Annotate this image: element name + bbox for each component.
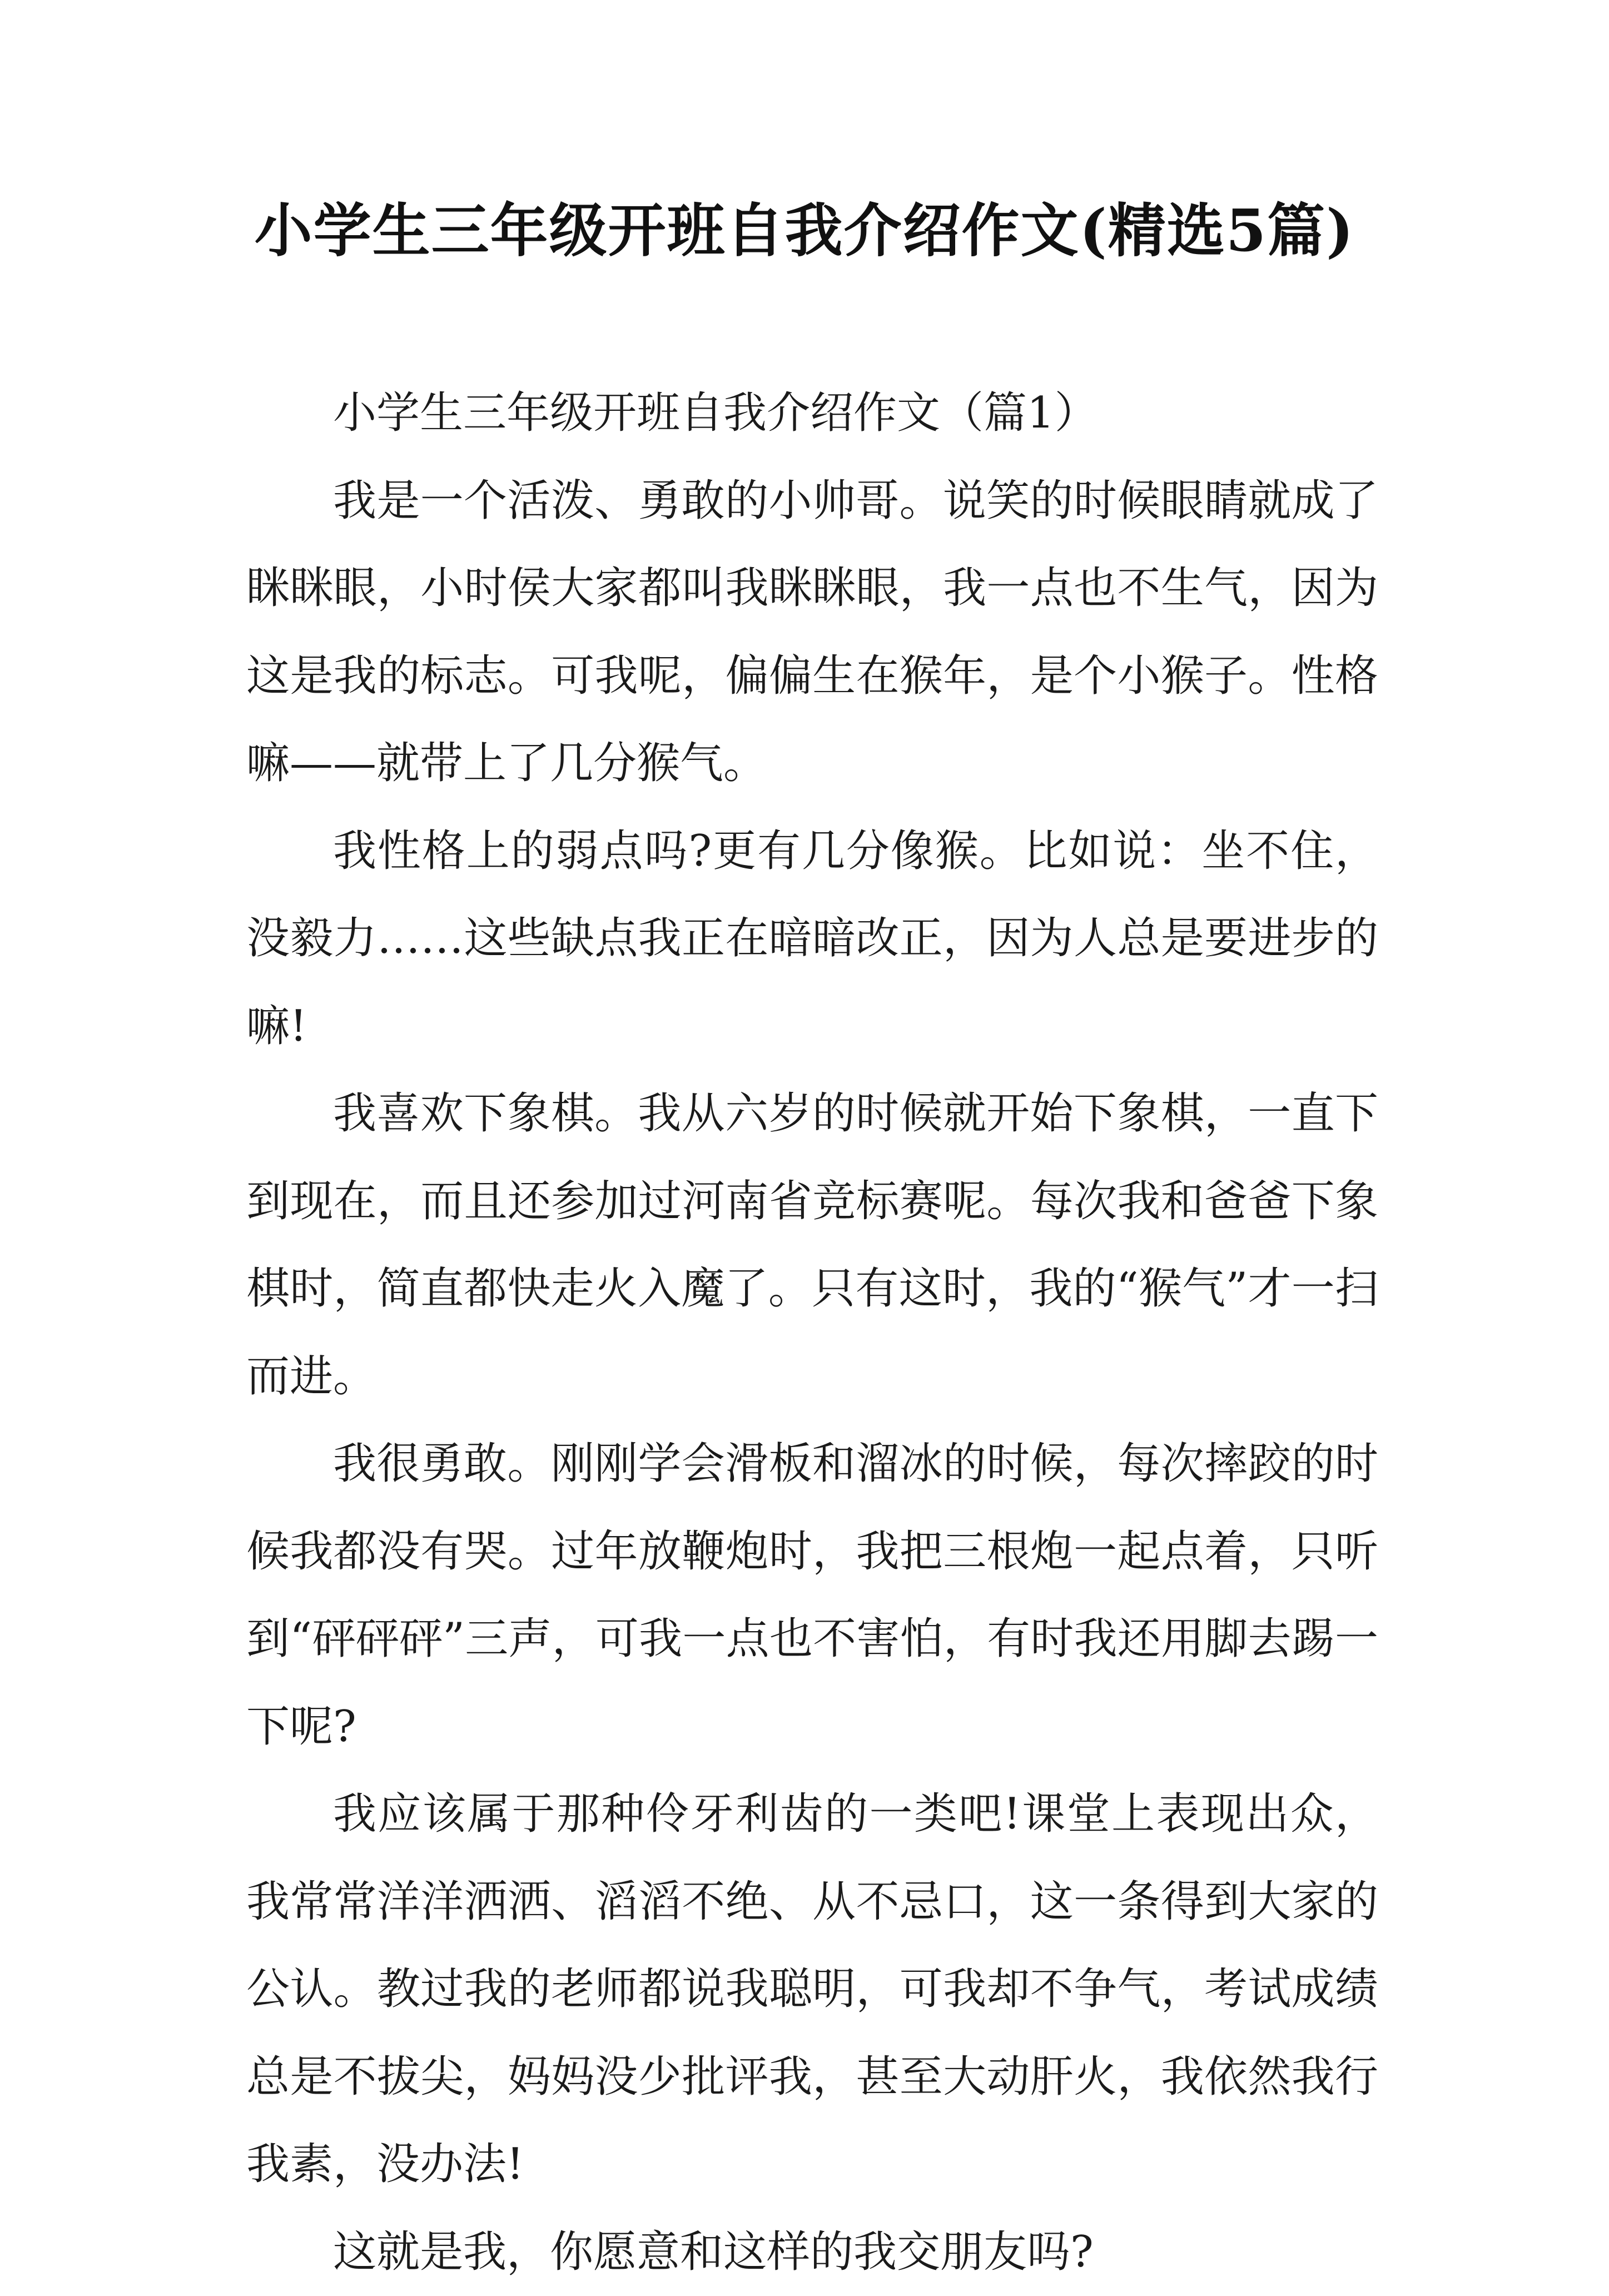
paragraph: 我应该属于那种伶牙利齿的一类吧!课堂上表现出众，我常常洋洋洒洒、滔滔不绝、从不忌口，这一条得到大家的公认。教过我的老师都说我聪明，可我却不争气，考试成绩总是不拔尖，妈妈没少批评我，甚至大动肝火，我依然我行我素，没办法! xyxy=(246,1771,1378,2209)
paragraph: 我是一个活泼、勇敢的小帅哥。说笑的时候眼睛就成了眯眯眼，小时侯大家都叫我眯眯眼，我一点也不生气，因为这是我的标志。可我呢，偏偏生在猴年，是个小猴子。性格嘛——就带上了几分猴气。 xyxy=(246,458,1378,808)
paragraph: 这就是我，你愿意和这样的我交朋友吗? xyxy=(246,2209,1378,2296)
document-body xyxy=(246,370,1378,2296)
paragraph: 我性格上的弱点吗?更有几分像猴。比如说：坐不住，没毅力……这些缺点我正在暗暗改正，因为人总是要进步的嘛! xyxy=(246,808,1378,1071)
document-title: 小学生三年级开班自我介绍作文(精选5篇) xyxy=(0,189,1609,272)
paragraph: 我很勇敢。刚刚学会滑板和溜冰的时候，每次摔跤的时候我都没有哭。过年放鞭炮时，我把三根炮一起点着，只听到“砰砰砰”三声，可我一点也不害怕，有时我还用脚去踢一下呢? xyxy=(246,1420,1378,1771)
section-heading: 小学生三年级开班自我介绍作文（篇1） xyxy=(246,370,1378,458)
paragraph: 我喜欢下象棋。我从六岁的时候就开始下象棋，一直下到现在，而且还参加过河南省竞标赛呢。每次我和爸爸下象棋时，简直都快走火入魔了。只有这时，我的“猴气”才一扫而进。 xyxy=(246,1070,1378,1420)
